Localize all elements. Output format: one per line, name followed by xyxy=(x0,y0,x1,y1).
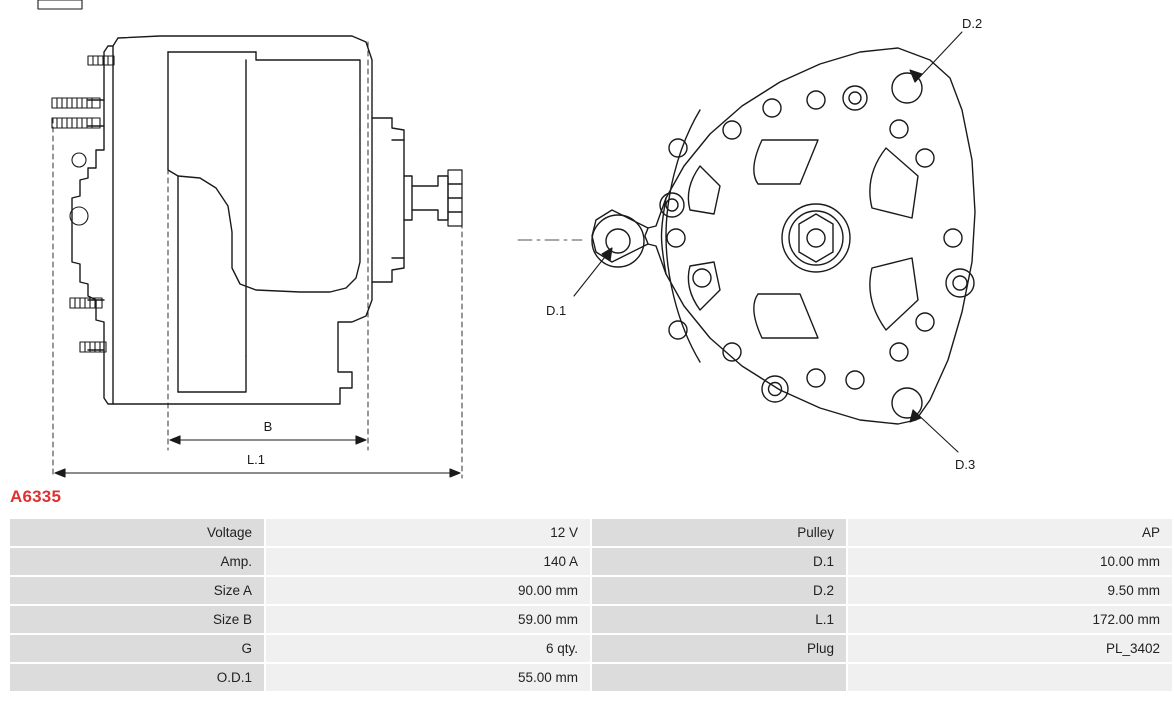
spec-value: 9.50 mm xyxy=(848,577,1172,604)
spec-label: Amp. xyxy=(10,548,264,575)
dimension-b xyxy=(170,436,366,444)
spec-label: Size A xyxy=(10,577,264,604)
spec-value: 140 A xyxy=(266,548,590,575)
part-number: A6335 xyxy=(10,487,62,506)
spec-value: 10.00 mm xyxy=(848,548,1172,575)
spec-empty-label xyxy=(592,664,846,691)
dimension-label-b: B xyxy=(263,419,273,434)
dimension-label-l1: L.1 xyxy=(246,452,266,467)
table-row xyxy=(10,635,1172,662)
dimension-l1 xyxy=(55,469,460,477)
table-row xyxy=(10,664,1172,691)
spec-value: 90.00 mm xyxy=(266,577,590,604)
table-row xyxy=(10,548,1172,575)
spec-label: Pulley xyxy=(592,519,846,546)
spec-value: AP xyxy=(848,519,1172,546)
table-row xyxy=(10,577,1172,604)
spec-label: G xyxy=(10,635,264,662)
spec-value: 59.00 mm xyxy=(266,606,590,633)
spec-value: 55.00 mm xyxy=(266,664,590,691)
table-row xyxy=(10,519,1172,546)
spec-label: D.2 xyxy=(592,577,846,604)
spec-label: Voltage xyxy=(10,519,264,546)
spec-value: 6 qty. xyxy=(266,635,590,662)
spec-value: 12 V xyxy=(266,519,590,546)
specifications-table xyxy=(8,517,1174,693)
callout-label-d2: D.2 xyxy=(962,16,983,31)
callout-label-d3: D.3 xyxy=(955,457,976,472)
table-row xyxy=(10,606,1172,633)
spec-empty-value xyxy=(848,664,1172,691)
spec-label: L.1 xyxy=(592,606,846,633)
spec-label: Plug xyxy=(592,635,846,662)
side-view-drawing xyxy=(38,0,462,404)
callout-label-d1: D.1 xyxy=(546,303,567,318)
spec-value: PL_3402 xyxy=(848,635,1172,662)
spec-label: Size B xyxy=(10,606,264,633)
spec-label: D.1 xyxy=(592,548,846,575)
end-view-drawing xyxy=(518,48,975,424)
spec-value: 172.00 mm xyxy=(848,606,1172,633)
spec-label: O.D.1 xyxy=(10,664,264,691)
